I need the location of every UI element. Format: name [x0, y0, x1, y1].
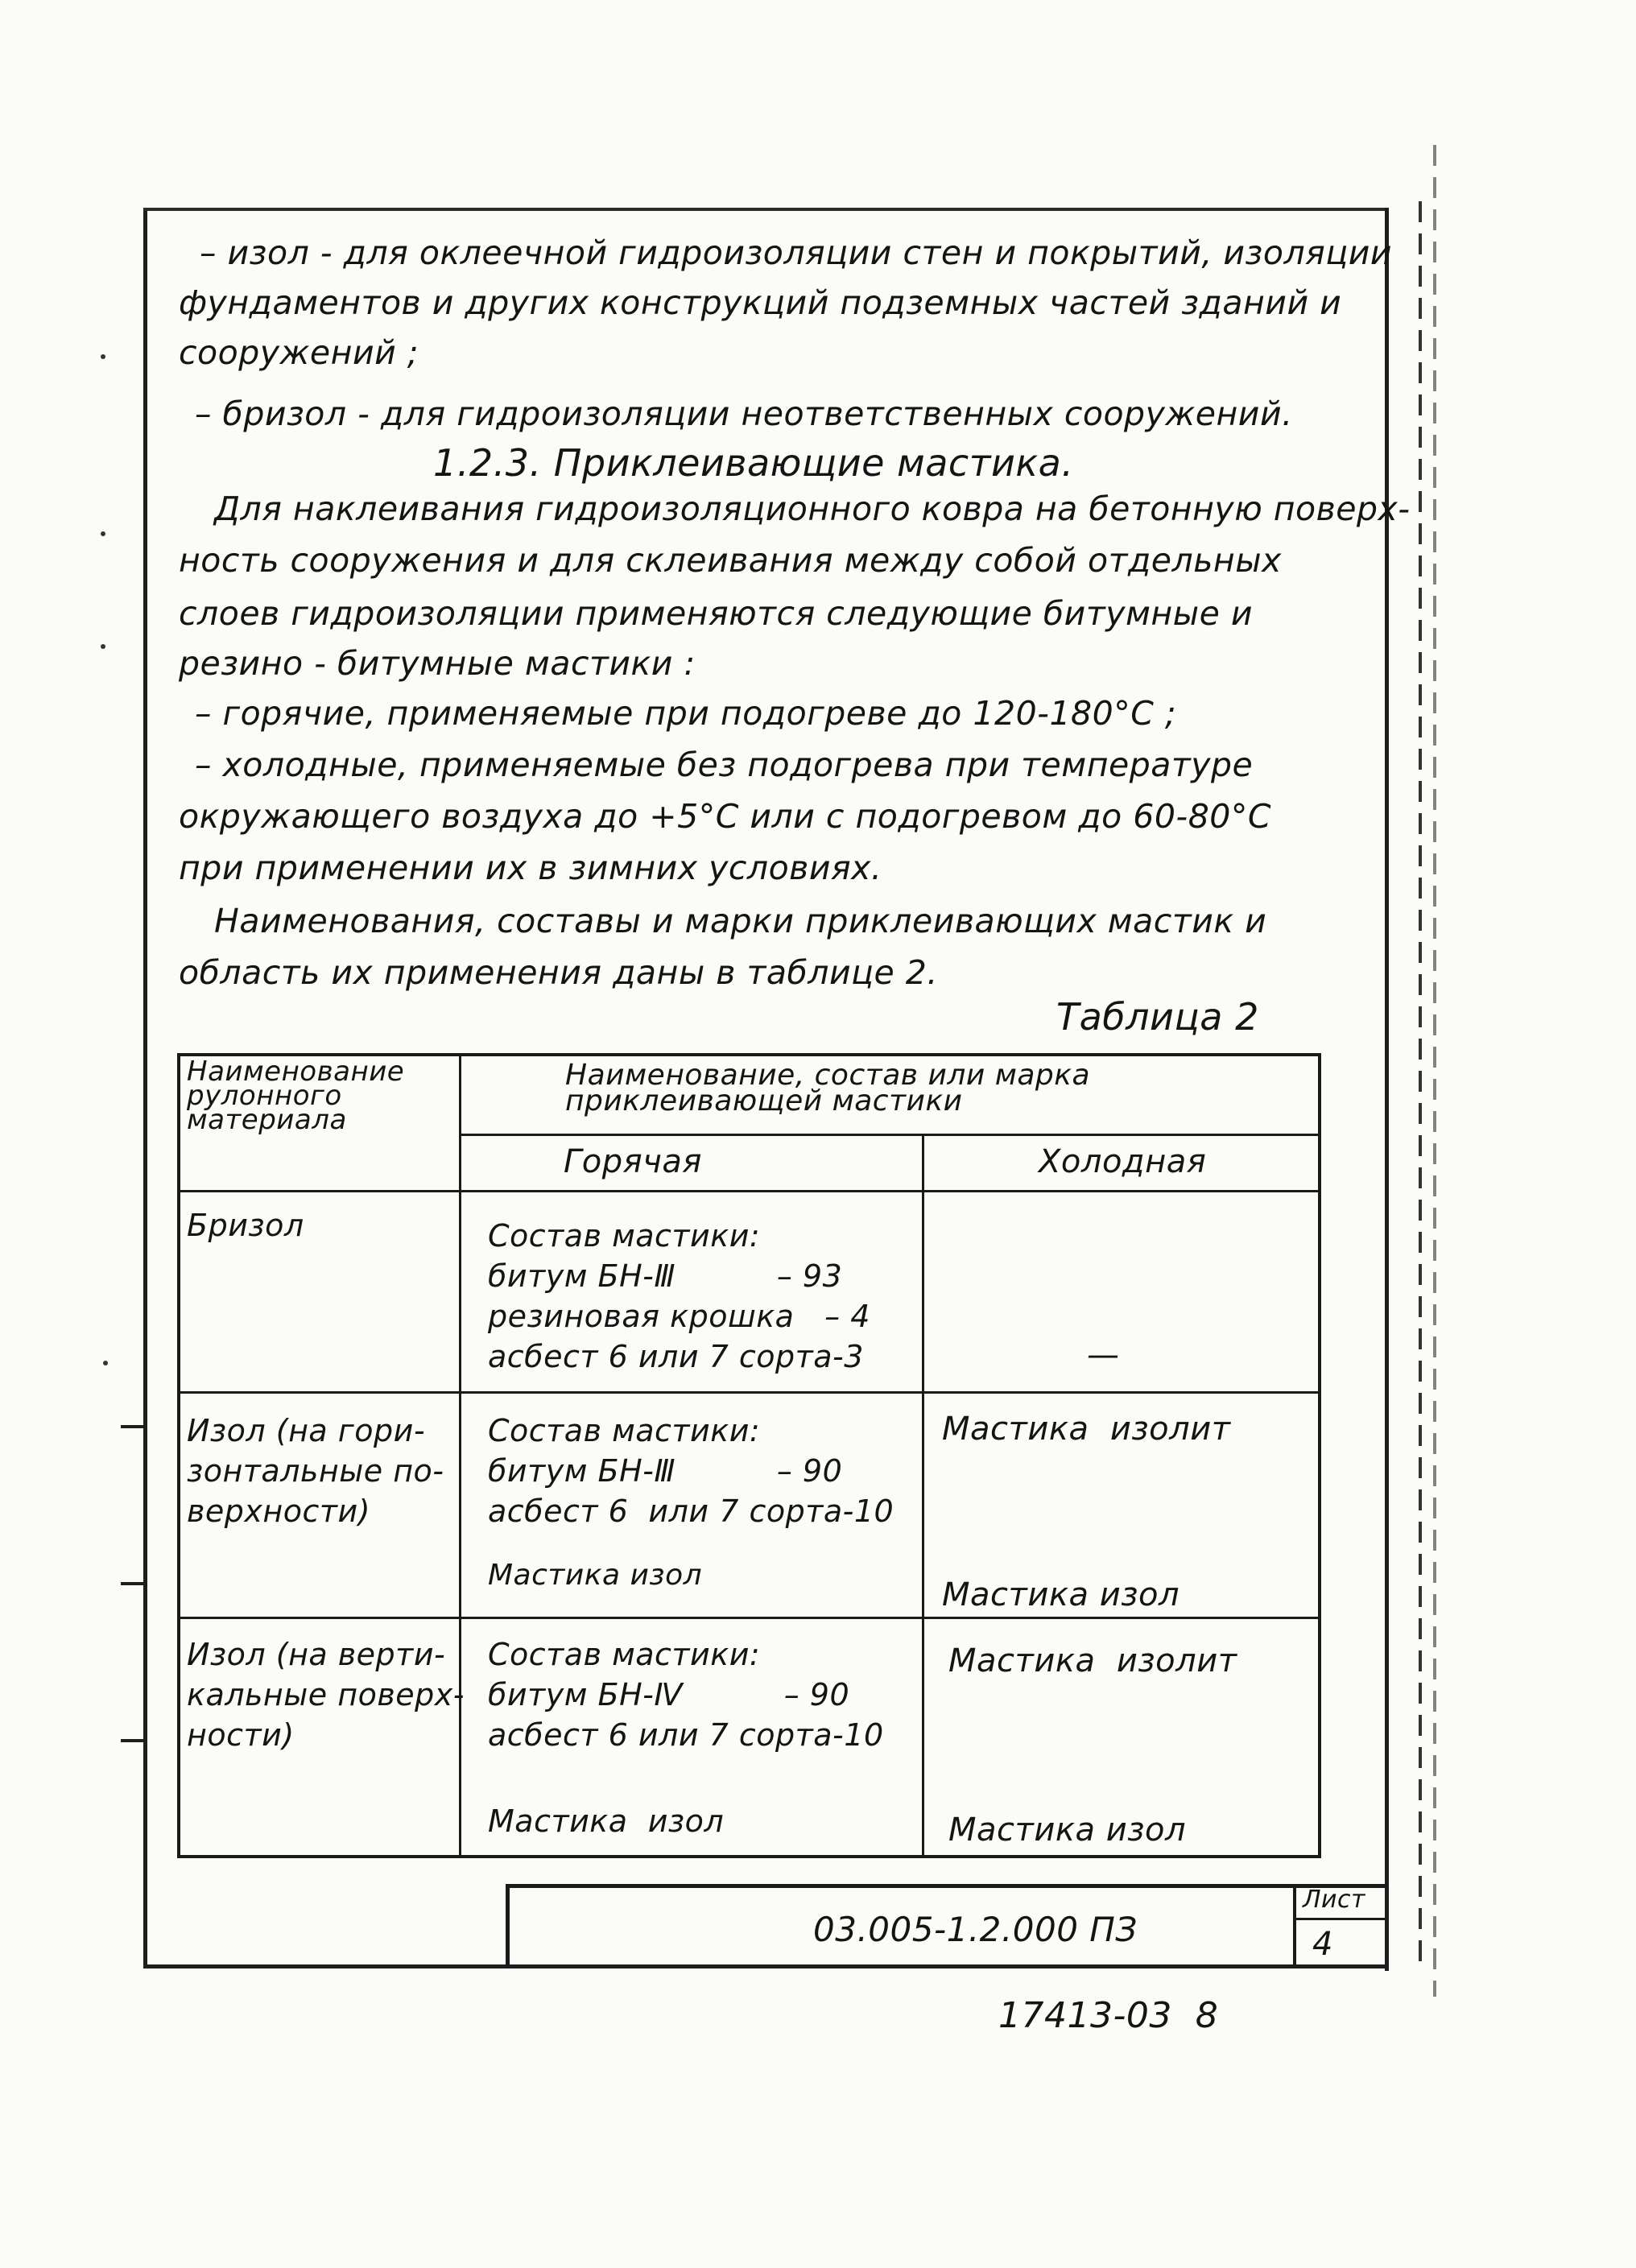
- body-line: – горячие, применяемые при подогреве до 120-180°С ;: [195, 694, 1177, 733]
- hot-mastic-cell: [488, 1634, 884, 1755]
- material-column-header: [187, 1056, 405, 1136]
- body-line: Для наклеивания гидроизоляционного ковра на бетонную поверх-: [214, 490, 1411, 528]
- frame-right-border: [1385, 208, 1389, 1971]
- cell-line: асбест 6 или 7 сорта-10: [488, 1717, 884, 1753]
- header-line: материала: [187, 1104, 347, 1136]
- sheet-box-divider: [1293, 1918, 1386, 1920]
- cell-line: верхности): [187, 1493, 371, 1529]
- hot-mastic-cell: [488, 1411, 894, 1531]
- scan-edge-line: [1419, 201, 1422, 1973]
- material-cell: [187, 1634, 465, 1755]
- cell-line: резиновая крошка – 4: [488, 1299, 870, 1334]
- frame-top-border: [143, 208, 1385, 211]
- header-line: рулонного: [187, 1080, 342, 1112]
- cold-mastic-cell: —: [1087, 1336, 1120, 1374]
- body-line: фундаментов и других конструкций подземных частей зданий и: [179, 283, 1342, 322]
- cell-line: зонтальные по-: [187, 1453, 444, 1489]
- cold-mastic-cell: Мастика изолит: [948, 1642, 1237, 1679]
- hot-mastic-cell: [488, 1216, 870, 1377]
- cold-mastic-extra: Мастика изол: [942, 1576, 1180, 1613]
- body-line: Наименования, составы и марки приклеивающих мастик и: [214, 902, 1267, 940]
- material-cell: Бризол: [187, 1208, 304, 1243]
- hot-mastic-extra: Мастика изол: [488, 1803, 725, 1839]
- header-line: приклеивающей мастики: [565, 1084, 963, 1117]
- scan-speck: [101, 644, 105, 649]
- frame-tick: [121, 1739, 145, 1742]
- frame-left-border: [143, 211, 147, 1966]
- document-code: 03.005-1.2.000 ПЗ: [813, 1910, 1138, 1949]
- sheet-number: 4: [1312, 1926, 1333, 1963]
- archive-number: 17413-03 8: [998, 1995, 1219, 2036]
- cell-line: кальные поверх-: [187, 1677, 465, 1712]
- body-line: при применении их в зимних условиях.: [179, 849, 882, 887]
- body-line: – холодные, применяемые без подогрева при температуре: [195, 746, 1254, 784]
- cold-column-header: Холодная: [1039, 1143, 1207, 1180]
- cell-line: Состав мастики:: [488, 1218, 761, 1254]
- cell-line: Изол (на гори-: [187, 1413, 426, 1448]
- hot-column-header: Горячая: [564, 1143, 702, 1180]
- table-row-divider: [177, 1391, 1321, 1394]
- table-caption: Таблица 2: [1056, 995, 1259, 1039]
- table-header-bottom: [177, 1190, 1321, 1192]
- cell-line: ности): [187, 1717, 295, 1753]
- cell-line: Состав мастики:: [488, 1413, 761, 1448]
- table-col-divider: [922, 1135, 924, 1858]
- body-line: окружающего воздуха до +5°С или с подогревом до 60-80°С: [179, 797, 1272, 836]
- cold-mastic-extra: Мастика изол: [948, 1812, 1187, 1849]
- body-line: сооружений ;: [179, 333, 419, 372]
- cold-mastic-cell: Мастика изолит: [942, 1411, 1231, 1448]
- section-heading: 1.2.3. Приклеивающие мастика.: [433, 441, 1074, 485]
- header-line: Наименование: [187, 1056, 405, 1088]
- material-cell: [187, 1411, 444, 1531]
- body-line: ность сооружения и для склеивания между собой отдельных: [179, 541, 1282, 580]
- body-line: резино - битумные мастики :: [179, 644, 696, 683]
- body-line: – бризол - для гидроизоляции неответственных сооружений.: [195, 395, 1293, 433]
- header-line: Наименование, состав или марка: [565, 1059, 1091, 1092]
- cell-line: битум БН-Ⅲ – 93: [488, 1258, 843, 1294]
- body-line: слоев гидроизоляции применяются следующие битумные и: [179, 594, 1253, 633]
- mastic-group-header: [565, 1059, 1091, 1117]
- frame-tick: [121, 1425, 145, 1428]
- scan-edge-line-outer: [1433, 145, 1436, 1997]
- scan-speck: [101, 531, 105, 536]
- cell-line: асбест 6 или 7 сорта-10: [488, 1493, 894, 1529]
- cell-line: асбест 6 или 7 сорта-3: [488, 1339, 864, 1374]
- scan-speck: [103, 1361, 108, 1365]
- table-header-divider: [459, 1134, 1321, 1136]
- cell-line: битум БН-Ⅲ – 90: [488, 1453, 843, 1489]
- table-row-divider: [177, 1617, 1321, 1619]
- sheet-label: Лист: [1303, 1886, 1366, 1914]
- cell-line: битум БН-Ⅳ – 90: [488, 1677, 850, 1712]
- cell-line: Изол (на верти-: [187, 1637, 446, 1672]
- body-line: область их применения даны в таблице 2.: [179, 953, 938, 992]
- scan-speck: [101, 354, 105, 359]
- cell-line: Состав мастики:: [488, 1637, 761, 1672]
- frame-tick: [121, 1582, 145, 1585]
- body-line: – изол - для оклеечной гидроизоляции стен и покрытий, изоляции: [200, 233, 1393, 272]
- hot-mastic-extra: Мастика изол: [488, 1559, 703, 1592]
